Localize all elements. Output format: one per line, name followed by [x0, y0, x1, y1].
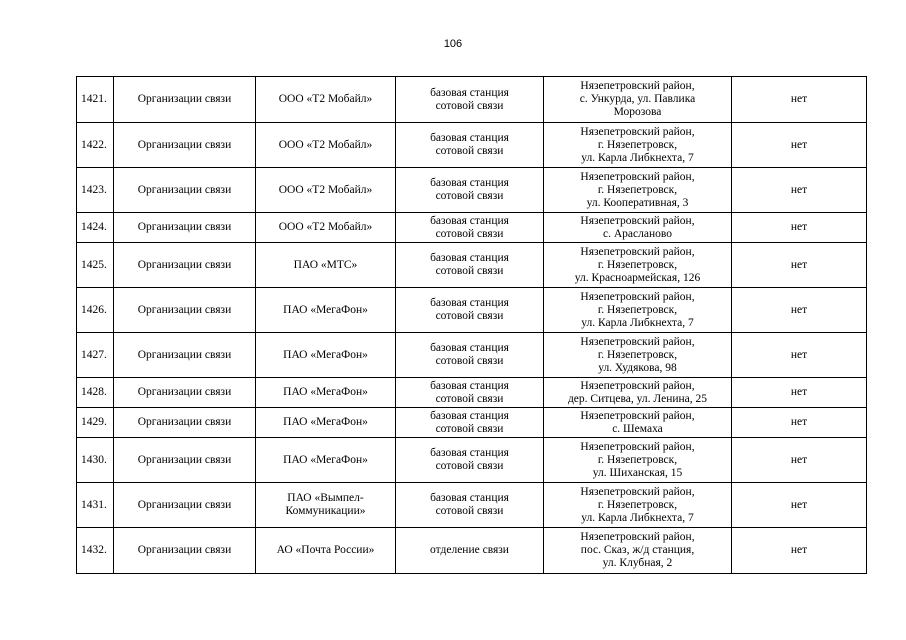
object-type-cell [396, 378, 544, 408]
category-cell: Организации связи [114, 438, 256, 483]
row-number-cell: 1430. [77, 438, 114, 483]
organization-cell [256, 77, 396, 123]
organization-line: ООО «Т2 Мобайл» [278, 183, 373, 196]
organization-line: ООО «Т2 Мобайл» [278, 138, 373, 151]
address-line: Нязепетровский район, [580, 335, 695, 348]
row-number-cell: 1424. [77, 213, 114, 243]
object-type-line: базовая станция [430, 214, 509, 227]
category-cell: Организации связи [114, 123, 256, 168]
table-row [77, 213, 867, 243]
object-type-line: сотовой связи [435, 505, 504, 517]
organization-line: ПАО «МегаФон» [283, 453, 368, 466]
flag-cell: нет [732, 213, 867, 243]
category-cell: Организации связи [114, 528, 256, 574]
category-cell: Организации связи [114, 378, 256, 408]
object-type-cell [396, 77, 544, 123]
object-type-line: сотовой связи [435, 99, 504, 112]
row-number-cell: 1421. [77, 77, 114, 123]
category-cell: Организации связи [114, 288, 256, 333]
address-cell [544, 483, 732, 528]
object-type-line: базовая станция [430, 177, 509, 189]
address-cell [544, 333, 732, 378]
address-line: с. Арасланово [603, 227, 672, 240]
object-type-line: сотовой связи [435, 227, 504, 240]
row-number-cell: 1431. [77, 483, 114, 528]
address-line: Нязепетровский район, [580, 170, 695, 183]
category-cell: Организации связи [114, 483, 256, 528]
facilities-table [76, 76, 867, 574]
address-line: г. Нязепетровск, [597, 138, 678, 151]
object-type-line: базовая станция [430, 342, 509, 354]
object-type-cell [396, 483, 544, 528]
category-cell: Организации связи [114, 243, 256, 288]
flag-cell: нет [732, 288, 867, 333]
table-row [77, 333, 867, 378]
table-row [77, 378, 867, 408]
flag-cell: нет [732, 483, 867, 528]
object-type-line: базовая станция [430, 297, 509, 309]
address-cell [544, 378, 732, 408]
organization-cell [256, 243, 396, 288]
organization-line: ПАО «МегаФон» [283, 386, 368, 398]
row-number-cell: 1425. [77, 243, 114, 288]
address-line: ул. Карла Либкнехта, 7 [581, 151, 694, 164]
table-row [77, 243, 867, 288]
table-row [77, 408, 867, 438]
organization-line: ПАО «Вымпел- [287, 492, 364, 504]
object-type-line: сотовой связи [435, 265, 504, 277]
address-cell [544, 213, 732, 243]
address-line: Нязепетровский район, [580, 214, 695, 227]
object-type-line: сотовой связи [435, 355, 504, 367]
category-cell: Организации связи [114, 333, 256, 378]
object-type-line: базовая станция [430, 409, 509, 422]
address-cell [544, 123, 732, 168]
address-line: ул. Карла Либкнехта, 7 [581, 511, 694, 524]
table-row [77, 77, 867, 123]
address-line: Нязепетровский район, [580, 531, 695, 543]
organization-cell [256, 333, 396, 378]
object-type-cell [396, 333, 544, 378]
address-line: Нязепетровский район, [580, 80, 695, 92]
page-number: 106 [443, 38, 463, 50]
address-line: ул. Красноармейская, 126 [574, 271, 701, 284]
table-row [77, 528, 867, 574]
address-line: с. Шемаха [612, 422, 663, 435]
organization-cell [256, 438, 396, 483]
address-line: Нязепетровский район, [580, 245, 695, 258]
address-cell [544, 528, 732, 574]
address-line: Нязепетровский район, [580, 125, 695, 138]
object-type-line: базовая станция [430, 252, 509, 264]
organization-cell [256, 378, 396, 408]
address-line: г. Нязепетровск, [597, 258, 678, 271]
row-number-cell: 1432. [77, 528, 114, 574]
organization-line: ООО «Т2 Мобайл» [278, 221, 373, 233]
address-line: ул. Шиханская, 15 [592, 466, 683, 479]
organization-line: ПАО «МТС» [293, 258, 358, 271]
address-line: Нязепетровский район, [580, 485, 695, 498]
organization-cell [256, 483, 396, 528]
address-cell [544, 408, 732, 438]
row-number-cell: 1423. [77, 168, 114, 213]
organization-cell [256, 213, 396, 243]
organization-cell [256, 528, 396, 574]
organization-line: ПАО «МегаФон» [283, 303, 368, 316]
row-number-cell: 1422. [77, 123, 114, 168]
table-row [77, 168, 867, 213]
category-cell: Организации связи [114, 213, 256, 243]
category-cell: Организации связи [114, 408, 256, 438]
flag-cell: нет [732, 528, 867, 574]
address-line: г. Нязепетровск, [597, 303, 678, 316]
address-line: г. Нязепетровск, [597, 498, 678, 511]
address-line: Нязепетровский район, [580, 290, 695, 303]
category-cell: Организации связи [114, 168, 256, 213]
row-number-cell: 1428. [77, 378, 114, 408]
object-type-line: сотовой связи [435, 460, 504, 472]
object-type-cell [396, 168, 544, 213]
address-cell [544, 77, 732, 123]
address-line: дер. Ситцева, ул. Ленина, 25 [567, 392, 708, 405]
address-line: с. Ункурда, ул. Павлика [579, 93, 696, 105]
object-type-cell [396, 288, 544, 333]
object-type-line: сотовой связи [435, 392, 504, 405]
flag-cell: нет [732, 408, 867, 438]
address-line: ул. Худякова, 98 [598, 361, 677, 374]
flag-cell: нет [732, 438, 867, 483]
table-row [77, 438, 867, 483]
address-cell [544, 438, 732, 483]
flag-cell: нет [732, 168, 867, 213]
flag-cell: нет [732, 243, 867, 288]
object-type-line: базовая станция [430, 492, 509, 504]
organization-line: АО «Почта России» [276, 544, 375, 556]
address-line: г. Нязепетровск, [597, 183, 678, 196]
address-cell [544, 168, 732, 213]
object-type-line: базовая станция [430, 447, 509, 459]
address-line: ул. Клубная, 2 [602, 557, 673, 569]
object-type-cell [396, 123, 544, 168]
address-cell [544, 243, 732, 288]
table-row [77, 123, 867, 168]
object-type-cell [396, 438, 544, 483]
object-type-cell [396, 213, 544, 243]
facilities-table-body [77, 77, 867, 574]
organization-line: ПАО «МегаФон» [283, 348, 368, 361]
address-line: ул. Карла Либкнехта, 7 [581, 316, 694, 329]
address-line: Нязепетровский район, [580, 409, 695, 422]
category-cell: Организации связи [114, 77, 256, 123]
flag-cell: нет [732, 378, 867, 408]
object-type-line: сотовой связи [435, 145, 504, 157]
organization-line: ПАО «МегаФон» [283, 416, 368, 428]
address-line: Нязепетровский район, [580, 379, 695, 392]
address-line: г. Нязепетровск, [597, 453, 678, 466]
row-number-cell: 1429. [77, 408, 114, 438]
organization-line: ООО «Т2 Мобайл» [278, 93, 373, 105]
address-line: Морозова [613, 106, 662, 118]
organization-cell [256, 168, 396, 213]
object-type-line: базовая станция [430, 132, 509, 144]
flag-cell: нет [732, 123, 867, 168]
object-type-line: базовая станция [430, 86, 509, 99]
organization-cell [256, 123, 396, 168]
object-type-line: сотовой связи [435, 310, 504, 322]
organization-cell [256, 288, 396, 333]
organization-cell [256, 408, 396, 438]
address-cell [544, 288, 732, 333]
object-type-cell [396, 528, 544, 574]
object-type-line: отделение связи [430, 544, 509, 556]
table-row [77, 288, 867, 333]
flag-cell: нет [732, 333, 867, 378]
organization-line: Коммуникации» [285, 505, 366, 517]
row-number-cell: 1426. [77, 288, 114, 333]
object-type-line: сотовой связи [435, 190, 504, 202]
address-line: пос. Сказ, ж/д станция, [580, 544, 695, 556]
address-line: г. Нязепетровск, [597, 348, 678, 361]
object-type-cell [396, 243, 544, 288]
object-type-line: базовая станция [430, 379, 509, 392]
object-type-cell [396, 408, 544, 438]
address-line: Нязепетровский район, [580, 440, 695, 453]
object-type-line: сотовой связи [435, 422, 504, 435]
table-row [77, 483, 867, 528]
flag-cell: нет [732, 77, 867, 123]
row-number-cell: 1427. [77, 333, 114, 378]
address-line: ул. Кооперативная, 3 [586, 196, 689, 209]
